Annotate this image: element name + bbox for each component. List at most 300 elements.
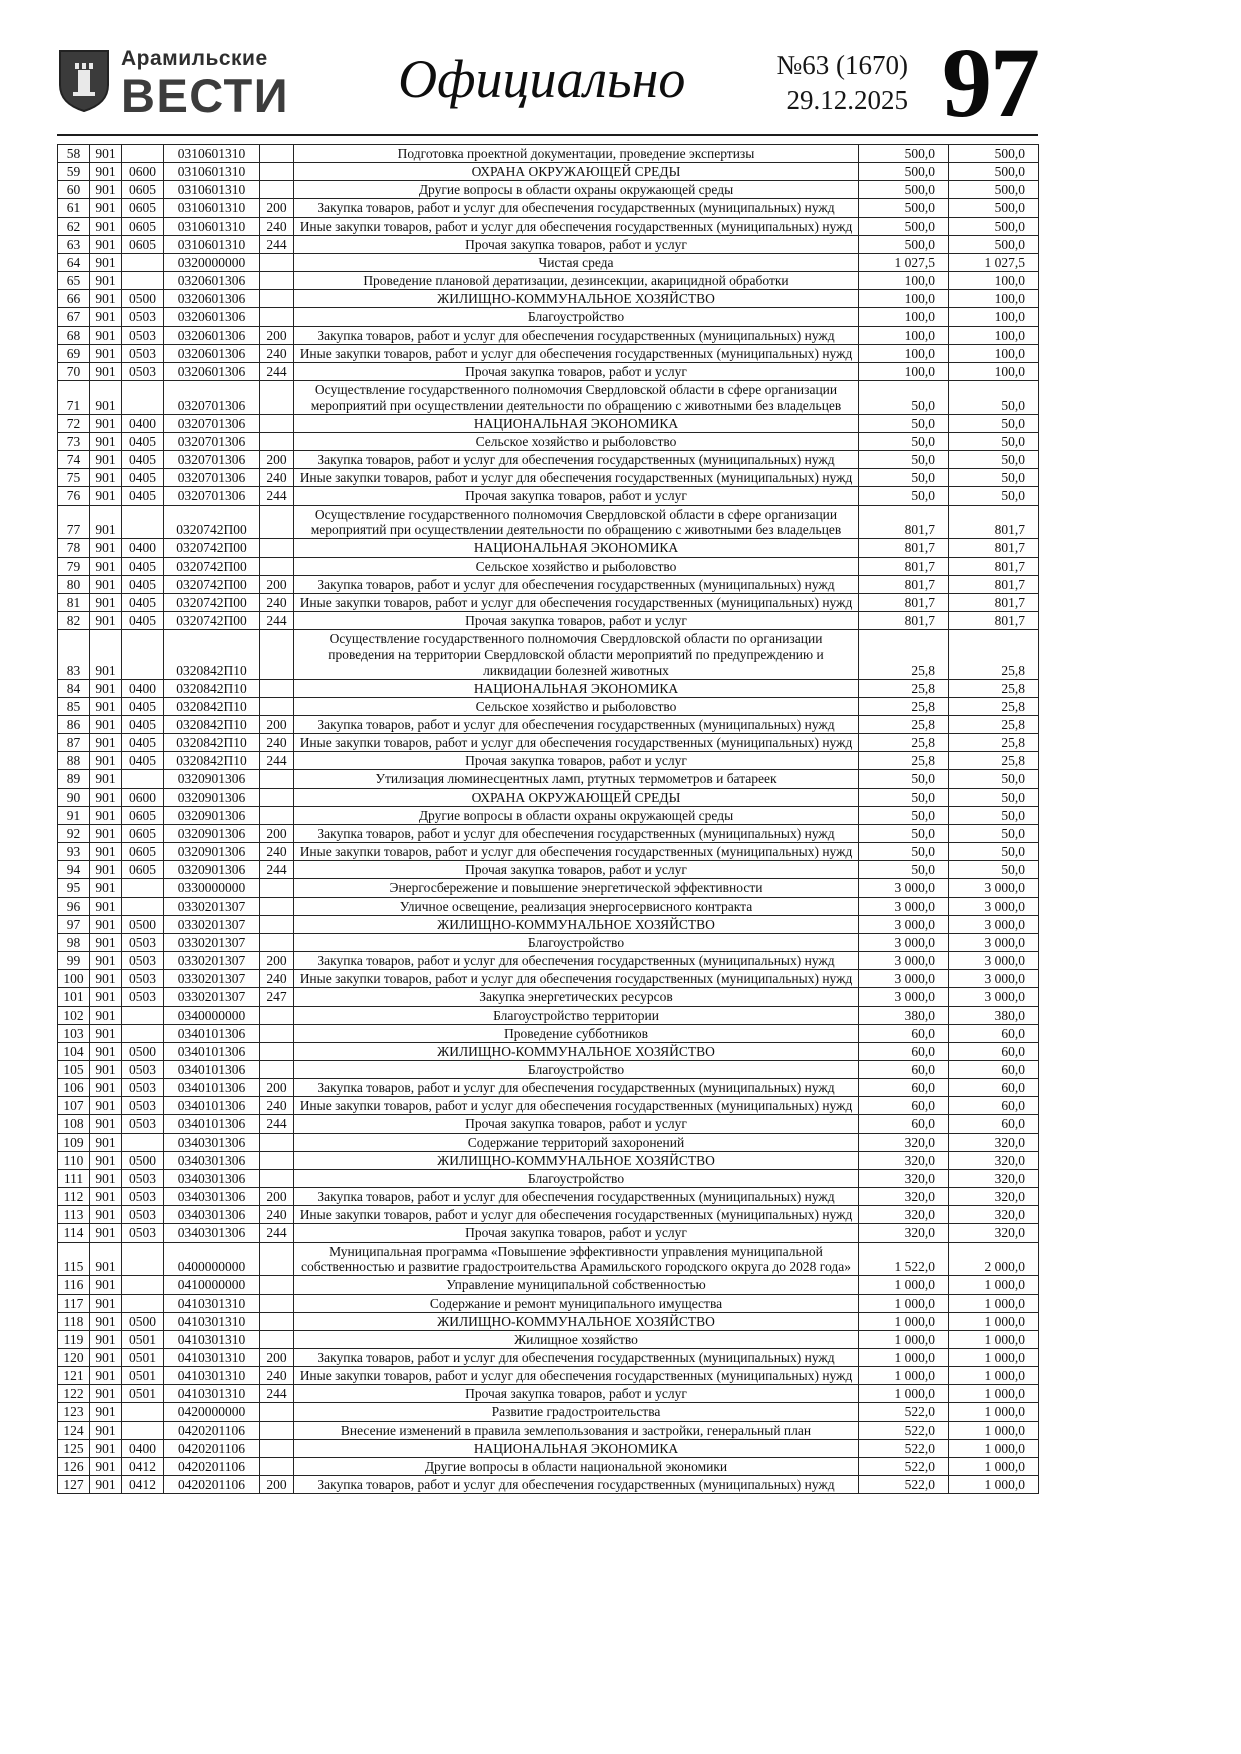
grbs-code: 901 [90,752,122,770]
section-code [122,381,164,415]
section-code: 0400 [122,679,164,697]
expense-name: Прочая закупка товаров, работ и услуг [294,861,859,879]
amount-first: 50,0 [859,824,949,842]
target-article-code: 0320901306 [164,788,260,806]
budget-table [57,144,1039,1494]
target-article-code: 0420000000 [164,1403,260,1421]
amount-second: 25,8 [949,752,1039,770]
amount-second: 60,0 [949,1079,1039,1097]
page-content [57,27,1038,1494]
table-row [58,505,1039,539]
amount-first: 60,0 [859,1097,949,1115]
expense-type-code [260,897,294,915]
amount-first: 320,0 [859,1188,949,1206]
target-article-code: 0320701306 [164,451,260,469]
amount-second: 3 000,0 [949,952,1039,970]
row-number: 70 [58,362,90,380]
table-row [58,1097,1039,1115]
amount-first: 3 000,0 [859,970,949,988]
row-number: 60 [58,181,90,199]
expense-name: Закупка товаров, работ и услуг для обеспечения государственных (муниципальных) нужд [294,575,859,593]
grbs-code: 901 [90,1133,122,1151]
table-row [58,1169,1039,1187]
expense-type-code [260,145,294,163]
table-row [58,199,1039,217]
amount-first: 50,0 [859,770,949,788]
expense-type-code [260,788,294,806]
expense-type-code: 200 [260,575,294,593]
target-article-code: 0320742П00 [164,505,260,539]
row-number: 88 [58,752,90,770]
section-code [122,1024,164,1042]
target-article-code: 0330000000 [164,879,260,897]
target-article-code: 0340000000 [164,1006,260,1024]
expense-type-code [260,1294,294,1312]
amount-first: 25,8 [859,752,949,770]
expense-type-code [260,1242,294,1276]
target-article-code: 0330201307 [164,970,260,988]
table-row [58,575,1039,593]
amount-second: 50,0 [949,433,1039,451]
expense-name: Прочая закупка товаров, работ и услуг [294,752,859,770]
expense-type-code [260,1439,294,1457]
amount-first: 3 000,0 [859,988,949,1006]
row-number: 61 [58,199,90,217]
target-article-code: 0320742П00 [164,575,260,593]
table-row [58,1421,1039,1439]
amount-second: 100,0 [949,308,1039,326]
expense-type-code: 244 [260,235,294,253]
amount-second: 801,7 [949,575,1039,593]
amount-first: 801,7 [859,505,949,539]
amount-second: 60,0 [949,1024,1039,1042]
row-number: 98 [58,933,90,951]
table-row [58,1115,1039,1133]
row-number: 93 [58,843,90,861]
table-row [58,344,1039,362]
table-row [58,1042,1039,1060]
section-code [122,1421,164,1439]
amount-first: 500,0 [859,235,949,253]
table-row [58,1133,1039,1151]
expense-name: ОХРАНА ОКРУЖАЮЩЕЙ СРЕДЫ [294,163,859,181]
amount-second: 801,7 [949,505,1039,539]
row-number: 120 [58,1348,90,1366]
expense-name: Благоустройство [294,308,859,326]
table-row [58,163,1039,181]
table-row [58,679,1039,697]
row-number: 78 [58,539,90,557]
amount-first: 1 027,5 [859,253,949,271]
target-article-code: 0340301306 [164,1169,260,1187]
expense-name: Управление муниципальной собственностью [294,1276,859,1294]
expense-type-code: 244 [260,487,294,505]
expense-type-code [260,272,294,290]
page-number: 97 [942,27,1038,138]
brand-name-bottom: ВЕСТИ [121,68,290,122]
section-code: 0600 [122,163,164,181]
table-row [58,253,1039,271]
grbs-code: 901 [90,915,122,933]
section-code: 0412 [122,1457,164,1475]
expense-name: Иные закупки товаров, работ и услуг для обеспечения государственных (муниципальных) нужд [294,1367,859,1385]
expense-name: Иные закупки товаров, работ и услуг для обеспечения государственных (муниципальных) нужд [294,1097,859,1115]
row-number: 58 [58,145,90,163]
header-divider [57,134,1038,136]
amount-second: 100,0 [949,362,1039,380]
amount-second: 500,0 [949,199,1039,217]
table-row [58,487,1039,505]
row-number: 105 [58,1060,90,1078]
section-code: 0503 [122,988,164,1006]
expense-name: Энергосбережение и повышение энергетической эффективности [294,879,859,897]
grbs-code: 901 [90,697,122,715]
target-article-code: 0320601306 [164,290,260,308]
expense-type-code [260,253,294,271]
table-row [58,1224,1039,1242]
grbs-code: 901 [90,487,122,505]
target-article-code: 0340101306 [164,1097,260,1115]
expense-name: Иные закупки товаров, работ и услуг для обеспечения государственных (муниципальных) нужд [294,217,859,235]
amount-second: 100,0 [949,290,1039,308]
row-number: 79 [58,557,90,575]
amount-first: 1 000,0 [859,1330,949,1348]
target-article-code: 0410301310 [164,1294,260,1312]
amount-second: 801,7 [949,539,1039,557]
section-code [122,272,164,290]
expense-name: Благоустройство территории [294,1006,859,1024]
section-code: 0605 [122,217,164,235]
grbs-code: 901 [90,1224,122,1242]
expense-type-code: 240 [260,970,294,988]
amount-first: 100,0 [859,272,949,290]
target-article-code: 0410301310 [164,1385,260,1403]
amount-second: 3 000,0 [949,970,1039,988]
amount-first: 320,0 [859,1169,949,1187]
table-row [58,1457,1039,1475]
amount-first: 50,0 [859,469,949,487]
amount-second: 1 000,0 [949,1385,1039,1403]
row-number: 90 [58,788,90,806]
amount-second: 25,8 [949,630,1039,679]
expense-name: НАЦИОНАЛЬНАЯ ЭКОНОМИКА [294,414,859,432]
amount-first: 60,0 [859,1115,949,1133]
expense-type-code [260,1024,294,1042]
row-number: 117 [58,1294,90,1312]
expense-name: Прочая закупка товаров, работ и услуг [294,235,859,253]
amount-first: 500,0 [859,199,949,217]
expense-type-code: 200 [260,824,294,842]
amount-second: 1 000,0 [949,1439,1039,1457]
amount-first: 522,0 [859,1457,949,1475]
row-number: 63 [58,235,90,253]
amount-second: 50,0 [949,806,1039,824]
amount-second: 801,7 [949,593,1039,611]
amount-first: 1 000,0 [859,1348,949,1366]
row-number: 125 [58,1439,90,1457]
expense-name: Благоустройство [294,1060,859,1078]
amount-second: 1 000,0 [949,1367,1039,1385]
expense-name: Закупка товаров, работ и услуг для обеспечения государственных (муниципальных) нужд [294,451,859,469]
amount-second: 25,8 [949,697,1039,715]
amount-second: 50,0 [949,381,1039,415]
expense-type-code: 200 [260,716,294,734]
amount-first: 3 000,0 [859,933,949,951]
section-code: 0503 [122,970,164,988]
grbs-code: 901 [90,1421,122,1439]
expense-type-code: 240 [260,734,294,752]
amount-first: 1 000,0 [859,1385,949,1403]
expense-type-code: 244 [260,752,294,770]
table-row [58,381,1039,415]
section-code: 0405 [122,612,164,630]
row-number: 114 [58,1224,90,1242]
table-row [58,716,1039,734]
grbs-code: 901 [90,433,122,451]
section-code: 0400 [122,414,164,432]
issue-date: 29.12.2025 [786,85,908,115]
target-article-code: 0410301310 [164,1330,260,1348]
expense-name: НАЦИОНАЛЬНАЯ ЭКОНОМИКА [294,1439,859,1457]
expense-type-code: 244 [260,1224,294,1242]
row-number: 100 [58,970,90,988]
table-row [58,770,1039,788]
expense-type-code [260,915,294,933]
amount-first: 500,0 [859,145,949,163]
section-code: 0605 [122,235,164,253]
amount-second: 50,0 [949,451,1039,469]
row-number: 127 [58,1476,90,1494]
amount-first: 50,0 [859,861,949,879]
grbs-code: 901 [90,824,122,842]
target-article-code: 0330201307 [164,952,260,970]
expense-type-code: 240 [260,1097,294,1115]
amount-first: 50,0 [859,487,949,505]
expense-type-code: 240 [260,217,294,235]
expense-name: Благоустройство [294,933,859,951]
expense-name: Закупка товаров, работ и услуг для обеспечения государственных (муниципальных) нужд [294,326,859,344]
grbs-code: 901 [90,734,122,752]
section-code [122,1006,164,1024]
amount-second: 50,0 [949,469,1039,487]
table-row [58,1006,1039,1024]
target-article-code: 0320701306 [164,414,260,432]
section-code: 0500 [122,1042,164,1060]
section-code: 0500 [122,290,164,308]
table-row [58,970,1039,988]
expense-type-code [260,630,294,679]
amount-second: 1 000,0 [949,1294,1039,1312]
expense-type-code: 200 [260,199,294,217]
expense-name: ЖИЛИЩНО-КОММУНАЛЬНОЕ ХОЗЯЙСТВО [294,1312,859,1330]
target-article-code: 0320842П10 [164,716,260,734]
amount-first: 100,0 [859,290,949,308]
table-row [58,326,1039,344]
expense-type-code [260,770,294,788]
amount-first: 50,0 [859,433,949,451]
table-row [58,1294,1039,1312]
table-row [58,697,1039,715]
expense-type-code: 247 [260,988,294,1006]
table-row [58,879,1039,897]
row-number: 73 [58,433,90,451]
amount-second: 500,0 [949,235,1039,253]
grbs-code: 901 [90,1348,122,1366]
expense-type-code [260,163,294,181]
expense-name: НАЦИОНАЛЬНАЯ ЭКОНОМИКА [294,539,859,557]
row-number: 104 [58,1042,90,1060]
amount-first: 100,0 [859,326,949,344]
table-row [58,414,1039,432]
row-number: 108 [58,1115,90,1133]
target-article-code: 0400000000 [164,1242,260,1276]
amount-first: 500,0 [859,181,949,199]
section-code: 0500 [122,1312,164,1330]
amount-first: 500,0 [859,163,949,181]
row-number: 65 [58,272,90,290]
amount-second: 500,0 [949,181,1039,199]
section-code: 0400 [122,1439,164,1457]
grbs-code: 901 [90,272,122,290]
section-code: 0503 [122,308,164,326]
grbs-code: 901 [90,1169,122,1187]
amount-first: 3 000,0 [859,915,949,933]
amount-second: 320,0 [949,1151,1039,1169]
row-number: 115 [58,1242,90,1276]
table-row [58,145,1039,163]
row-number: 107 [58,1097,90,1115]
expense-type-code: 200 [260,1348,294,1366]
row-number: 110 [58,1151,90,1169]
brand-text [121,46,290,122]
table-row [58,217,1039,235]
expense-type-code: 200 [260,326,294,344]
amount-second: 50,0 [949,824,1039,842]
amount-second: 1 000,0 [949,1457,1039,1475]
expense-type-code: 244 [260,1115,294,1133]
table-row [58,593,1039,611]
expense-name: ЖИЛИЩНО-КОММУНАЛЬНОЕ ХОЗЯЙСТВО [294,290,859,308]
target-article-code: 0330201307 [164,933,260,951]
row-number: 112 [58,1188,90,1206]
section-code: 0503 [122,1097,164,1115]
amount-second: 1 000,0 [949,1403,1039,1421]
expense-name: Другие вопросы в области национальной экономики [294,1457,859,1475]
table-row [58,788,1039,806]
grbs-code: 901 [90,1206,122,1224]
grbs-code: 901 [90,290,122,308]
table-row [58,308,1039,326]
amount-first: 25,8 [859,630,949,679]
target-article-code: 0340101306 [164,1060,260,1078]
expense-name: ЖИЛИЩНО-КОММУНАЛЬНОЕ ХОЗЯЙСТВО [294,1042,859,1060]
grbs-code: 901 [90,253,122,271]
row-number: 71 [58,381,90,415]
amount-second: 25,8 [949,679,1039,697]
expense-name: Иные закупки товаров, работ и услуг для обеспечения государственных (муниципальных) нужд [294,593,859,611]
amount-first: 60,0 [859,1079,949,1097]
target-article-code: 0320701306 [164,469,260,487]
section-code: 0605 [122,181,164,199]
table-row [58,181,1039,199]
grbs-code: 901 [90,557,122,575]
amount-second: 50,0 [949,414,1039,432]
section-code: 0405 [122,734,164,752]
amount-second: 60,0 [949,1097,1039,1115]
expense-type-code [260,1133,294,1151]
expense-name: Проведение субботников [294,1024,859,1042]
grbs-code: 901 [90,1276,122,1294]
expense-name: Другие вопросы в области охраны окружающей среды [294,806,859,824]
table-row [58,1079,1039,1097]
target-article-code: 0340101306 [164,1024,260,1042]
amount-second: 1 027,5 [949,253,1039,271]
row-number: 68 [58,326,90,344]
grbs-code: 901 [90,414,122,432]
table-row [58,557,1039,575]
amount-second: 500,0 [949,145,1039,163]
table-row [58,1151,1039,1169]
row-number: 95 [58,879,90,897]
target-article-code: 0340101306 [164,1115,260,1133]
row-number: 75 [58,469,90,487]
expense-name: Закупка товаров, работ и услуг для обеспечения государственных (муниципальных) нужд [294,824,859,842]
section-code: 0405 [122,716,164,734]
grbs-code: 901 [90,1330,122,1348]
expense-name: Закупка товаров, работ и услуг для обеспечения государственных (муниципальных) нужд [294,1188,859,1206]
target-article-code: 0330201307 [164,897,260,915]
grbs-code: 901 [90,630,122,679]
table-row [58,469,1039,487]
brand-name-top: Арамильские [121,46,268,70]
amount-second: 3 000,0 [949,879,1039,897]
table-row [58,272,1039,290]
row-number: 81 [58,593,90,611]
expense-type-code [260,1006,294,1024]
target-article-code: 0340301306 [164,1151,260,1169]
amount-first: 1 000,0 [859,1367,949,1385]
expense-name: Закупка энергетических ресурсов [294,988,859,1006]
amount-first: 50,0 [859,806,949,824]
expense-type-code: 240 [260,593,294,611]
amount-second: 100,0 [949,272,1039,290]
expense-type-code [260,697,294,715]
table-row [58,1188,1039,1206]
section-code [122,1276,164,1294]
table-row [58,861,1039,879]
expense-type-code [260,1421,294,1439]
expense-type-code [260,433,294,451]
section-code: 0501 [122,1385,164,1403]
amount-second: 320,0 [949,1188,1039,1206]
amount-first: 50,0 [859,414,949,432]
grbs-code: 901 [90,1457,122,1475]
expense-type-code: 244 [260,1385,294,1403]
amount-first: 100,0 [859,362,949,380]
target-article-code: 0410000000 [164,1276,260,1294]
amount-first: 25,8 [859,734,949,752]
row-number: 109 [58,1133,90,1151]
amount-first: 50,0 [859,788,949,806]
expense-name: Осуществление государственного полномочия Свердловской области в сфере организации мероприятий при осуществлении деятельности по обращению с животными без владельцев [294,505,859,539]
amount-first: 801,7 [859,593,949,611]
expense-type-code [260,308,294,326]
expense-name: Внесение изменений в правила землепользования и застройки, генеральный план [294,1421,859,1439]
issue-block [777,48,909,117]
grbs-code: 901 [90,612,122,630]
expense-type-code: 244 [260,612,294,630]
grbs-code: 901 [90,451,122,469]
